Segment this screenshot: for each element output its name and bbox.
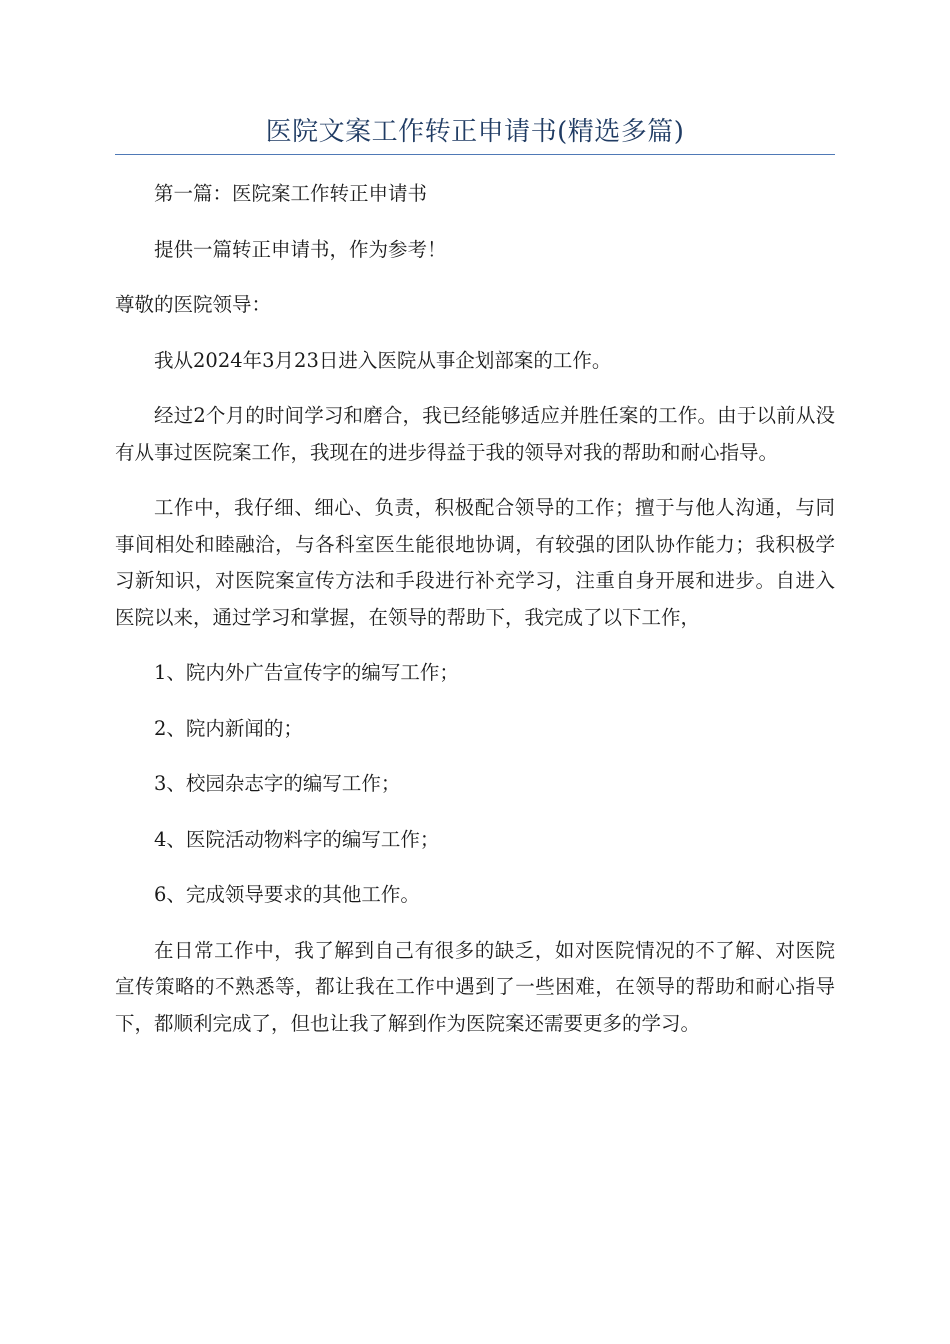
list-item: 3、校园杂志字的编写工作；: [154, 772, 401, 795]
list-item: 6、完成领导要求的其他工作。: [154, 883, 420, 906]
paragraph: 尊敬的医院领导：: [115, 293, 272, 316]
paragraph: 经过2个月的时间学习和磨合，我已经能够适应并胜任案的工作。由于以前从没有从事过医院案工作，我现在的进步得益于我的领导对我的帮助和耐心指导。: [115, 404, 835, 464]
paragraph: 提供一篇转正申请书，作为参考！: [154, 237, 447, 261]
title-underline: [115, 154, 835, 155]
list-item: 1、院内外广告宣传字的编写工作；: [154, 661, 459, 684]
paragraph: 在日常工作中，我了解到自己有很多的缺乏，如对医院情况的不了解、对医院宣传策略的不熟悉等，都让我在工作中遇到了一些困难，在领导的帮助和耐心指导下，都顺利完成了，但也让我了解到作为医院案还需要更多的学习。: [115, 938, 835, 1035]
paragraph: 工作中，我仔细、细心、负责，积极配合领导的工作；擅于与他人沟通，与同事间相处和睦融洽，与各科室医生能很地协调，有较强的团队协作能力；我积极学习新知识，对医院案宣传方法和手段进行补充学习，注重自身开展和进步。自进入医院以来，通过学习和掌握，在领导的帮助下，我完成了以下工作，: [115, 496, 835, 629]
document-title: 医院文案工作转正申请书(精选多篇): [265, 117, 685, 147]
list-item: 4、医院活动物料字的编写工作；: [154, 827, 440, 851]
paragraph: 我从2024年3月23日进入医院从事企划部案的工作。: [154, 348, 612, 372]
document-body: [115, 176, 835, 1061]
list-item: 2、院内新闻的；: [154, 716, 303, 740]
paragraph: 第一篇：医院案工作转正申请书: [154, 182, 428, 205]
